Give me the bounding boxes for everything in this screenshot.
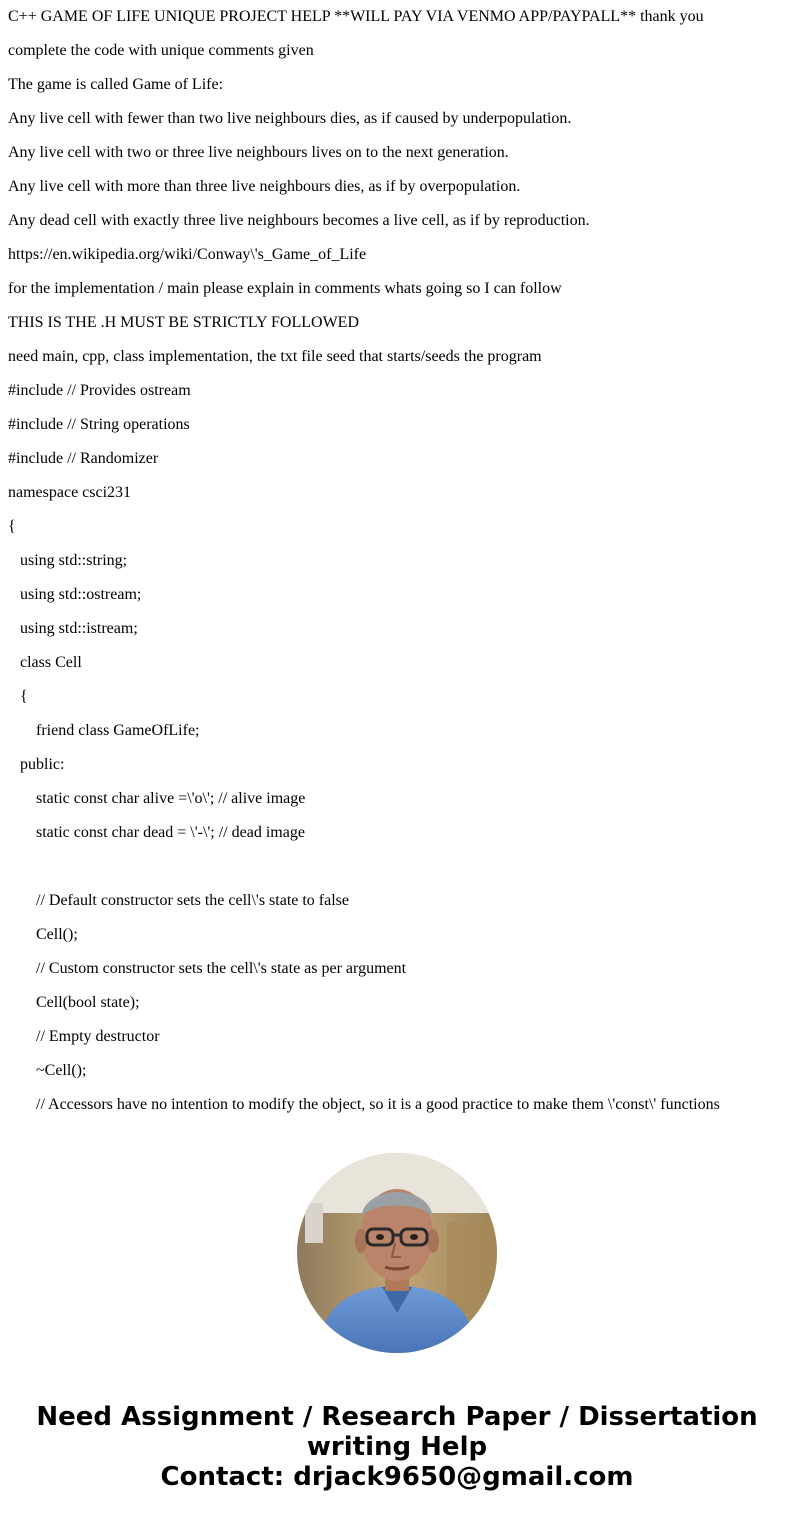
code-line: { (8, 518, 16, 535)
code-line: // Custom constructor sets the cell\'s state as per argument (36, 960, 407, 977)
code-line: using std::istream; (20, 620, 138, 637)
code-line: friend class GameOfLife; (36, 722, 200, 739)
document-body (8, 0, 788, 1122)
code-line: using std::string; (20, 552, 128, 569)
code-line: Cell(); (36, 926, 78, 943)
text-line: Any live cell with fewer than two live neighbours dies, as if caused by underpopulation. (8, 110, 572, 127)
code-line: class Cell (20, 654, 82, 671)
code-line: using std::ostream; (20, 586, 142, 603)
text-line: for the implementation / main please explain in comments whats going so I can follow (8, 280, 562, 297)
avatar (297, 1153, 497, 1353)
text-line: C++ GAME OF LIFE UNIQUE PROJECT HELP **WILL PAY VIA VENMO APP/PAYPALL** thank you (8, 8, 704, 25)
banner-line-2: writing Help (306, 1432, 488, 1462)
code-line: ~Cell(); (36, 1062, 87, 1079)
text-line: need main, cpp, class implementation, the txt file seed that starts/seeds the program (8, 348, 542, 365)
portrait-photo (297, 1153, 497, 1353)
code-line: public: (20, 756, 65, 773)
code-line: static const char dead = \'-\'; // dead image (36, 824, 305, 841)
banner-line-1: Need Assignment / Research Paper / Dissertation (36, 1402, 758, 1432)
code-line: #include // Provides ostream (8, 382, 191, 399)
text-line: Any live cell with two or three live neighbours lives on to the next generation. (8, 144, 509, 161)
code-line: // Accessors have no intention to modify the object, so it is a good practice to make them \'const\' functions (36, 1096, 720, 1113)
code-line: #include // String operations (8, 416, 190, 433)
text-line: complete the code with unique comments given (8, 42, 314, 59)
text-line: Any live cell with more than three live neighbours dies, as if by overpopulation. (8, 178, 521, 195)
contact-banner (0, 1402, 794, 1492)
code-line: static const char alive =\'o\'; // alive image (36, 790, 306, 807)
blank-line (8, 850, 788, 884)
code-line: #include // Randomizer (8, 450, 159, 467)
text-line: The game is called Game of Life: (8, 76, 224, 93)
code-line: { (20, 688, 28, 705)
code-line: // Empty destructor (36, 1028, 160, 1045)
code-line: // Default constructor sets the cell\'s state to false (36, 892, 350, 909)
code-line: Cell(bool state); (36, 994, 140, 1011)
text-line: https://en.wikipedia.org/wiki/Conway\'s_Game_of_Life (8, 246, 367, 263)
code-line: namespace csci231 (8, 484, 132, 501)
text-line: THIS IS THE .H MUST BE STRICTLY FOLLOWED (8, 314, 359, 331)
text-line: Any dead cell with exactly three live neighbours becomes a live cell, as if by reproduction. (8, 212, 590, 229)
banner-contact-email: Contact: drjack9650@gmail.com (160, 1462, 634, 1492)
